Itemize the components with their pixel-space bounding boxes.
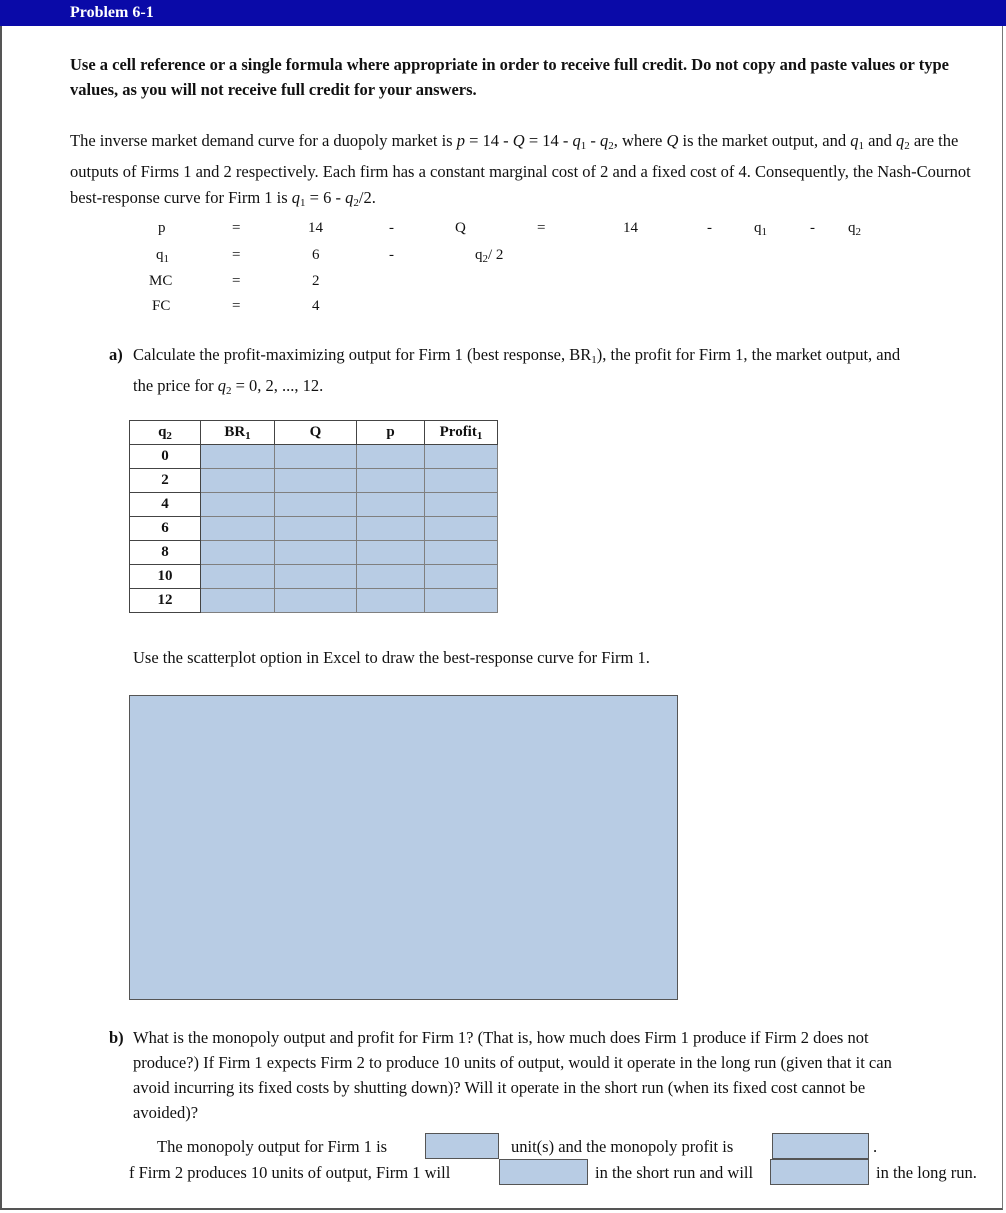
table-row (130, 445, 498, 469)
short-run-label: in the short run and will (595, 1163, 754, 1182)
Q-cell[interactable] (275, 565, 357, 589)
eq-equals: = (232, 247, 241, 263)
row-q2-value: 8 (130, 541, 201, 565)
part-a-label: a) (109, 345, 123, 364)
br1-cell[interactable] (201, 517, 275, 541)
monopoly-output-label: The monopoly output for Firm 1 is (157, 1137, 388, 1156)
p-cell[interactable] (357, 445, 425, 469)
best-response-table (129, 420, 498, 613)
eq-equals: = (232, 220, 241, 236)
br1-cell[interactable] (201, 493, 275, 517)
problem-title: Problem 6-1 (70, 4, 154, 21)
monopoly-profit-label: unit(s) and the monopoly profit is (511, 1137, 734, 1156)
eq-minus: - (810, 220, 815, 236)
eq-Q: Q (455, 220, 466, 236)
row-q2-value: 10 (130, 565, 201, 589)
profit-cell[interactable] (425, 589, 498, 613)
intro-paragraph: The inverse market demand curve for a duopoly market is $p = 14 - Q = 14 - q_1 - q_2$, where Q is the market output, and $q_1$ and $q_2$ are the outputs of Firms 1 and 2 respectively. Each firm has a constant marginal cost of 2 and a fixed cost of 4. Consequently, the Nash-Cournot best-response curve for Firm 1 is $q_1 = 6 - q_2/2$. (70, 131, 971, 209)
firm2-10-label: f Firm 2 produces 10 units of output, Firm 1 will (129, 1163, 451, 1182)
scatterplot-area[interactable] (129, 695, 678, 1000)
eq-equals: = (232, 273, 241, 289)
monopoly-output-input[interactable] (425, 1133, 499, 1159)
row-q2-value: 2 (130, 469, 201, 493)
table-row (130, 469, 498, 493)
period: . (873, 1137, 878, 1156)
header-Q: Q (275, 421, 357, 445)
eq-p-const2: 14 (623, 220, 638, 236)
p-cell[interactable] (357, 589, 425, 613)
eq-p-const: 14 (308, 220, 323, 236)
Q-cell[interactable] (275, 445, 357, 469)
br1-cell[interactable] (201, 469, 275, 493)
eq-q1: $q_1$ (754, 220, 767, 238)
br1-cell[interactable] (201, 445, 275, 469)
eq-mc-label: MC (149, 273, 173, 289)
eq-equals: = (232, 298, 241, 314)
part-a-text: Calculate the profit-maximizing output for Firm 1 (best response, $BR_1$), the profit for Firm 1, the market output, and the price for $q_2 = 0$, 2, ..., 12. (133, 345, 901, 397)
Q-cell[interactable] (275, 589, 357, 613)
row-q2-value: 4 (130, 493, 201, 517)
table-row (130, 517, 498, 541)
long-run-label: in the long run. (876, 1163, 977, 1182)
eq-fc-label: FC (152, 298, 171, 314)
p-cell[interactable] (357, 493, 425, 517)
profit-cell[interactable] (425, 541, 498, 565)
eq-minus: - (389, 247, 394, 263)
eq-minus: - (389, 220, 394, 236)
br1-cell[interactable] (201, 565, 275, 589)
row-q2-value: 6 (130, 517, 201, 541)
long-run-input[interactable] (770, 1159, 869, 1185)
br1-cell[interactable] (201, 541, 275, 565)
p-cell[interactable] (357, 517, 425, 541)
Q-cell[interactable] (275, 469, 357, 493)
profit-cell[interactable] (425, 565, 498, 589)
eq-fc-val: 4 (312, 298, 320, 314)
table-row (130, 565, 498, 589)
eq-q1-const: 6 (312, 247, 320, 263)
table-row (130, 541, 498, 565)
profit-cell[interactable] (425, 445, 498, 469)
monopoly-profit-input[interactable] (772, 1133, 869, 1159)
scatterplot-note: Use the scatterplot option in Excel to draw the best-response curve for Firm 1. (133, 648, 650, 667)
table-row (130, 493, 498, 517)
br1-cell[interactable] (201, 589, 275, 613)
eq-equals: = (537, 220, 546, 236)
part-b-text: What is the monopoly output and profit for Firm 1? (That is, how much does Firm 1 produce if Firm 2 does not produce?) If Firm 1 expects Firm 2 to produce 10 units of output, would it operate in the long run (given that it can avoid incurring its fixed costs by shutting down)? Will it operate in the short run (when its fixed cost cannot be avoided)? (133, 1028, 892, 1122)
p-cell[interactable] (357, 565, 425, 589)
eq-q1-label: $q_1$ (156, 247, 169, 265)
part-b-label: b) (109, 1028, 124, 1047)
table-header-row (130, 421, 498, 445)
table-row (130, 589, 498, 613)
eq-q2-half: $q_2/$ 2 (475, 247, 504, 265)
row-q2-value: 12 (130, 589, 201, 613)
header-profit1: Profit$_1$ (425, 421, 498, 445)
Q-cell[interactable] (275, 493, 357, 517)
profit-cell[interactable] (425, 517, 498, 541)
p-cell[interactable] (357, 541, 425, 565)
eq-q2: $q_2$ (848, 220, 861, 238)
Q-cell[interactable] (275, 541, 357, 565)
row-q2-value: 0 (130, 445, 201, 469)
header-p: p (357, 421, 425, 445)
eq-minus: - (707, 220, 712, 236)
profit-cell[interactable] (425, 469, 498, 493)
profit-cell[interactable] (425, 493, 498, 517)
instructions: Use a cell reference or a single formula where appropriate in order to receive full credit. Do not copy and paste values or type values, as you will not receive full credit for your answers. (70, 55, 949, 99)
header-q2: $q_2$ (130, 421, 201, 445)
short-run-input[interactable] (499, 1159, 588, 1185)
eq-mc-val: 2 (312, 273, 320, 289)
title-bar (0, 0, 1006, 26)
p-cell[interactable] (357, 469, 425, 493)
eq-p-label: p (158, 220, 166, 236)
header-br1: $BR_1$ (201, 421, 275, 445)
Q-cell[interactable] (275, 517, 357, 541)
